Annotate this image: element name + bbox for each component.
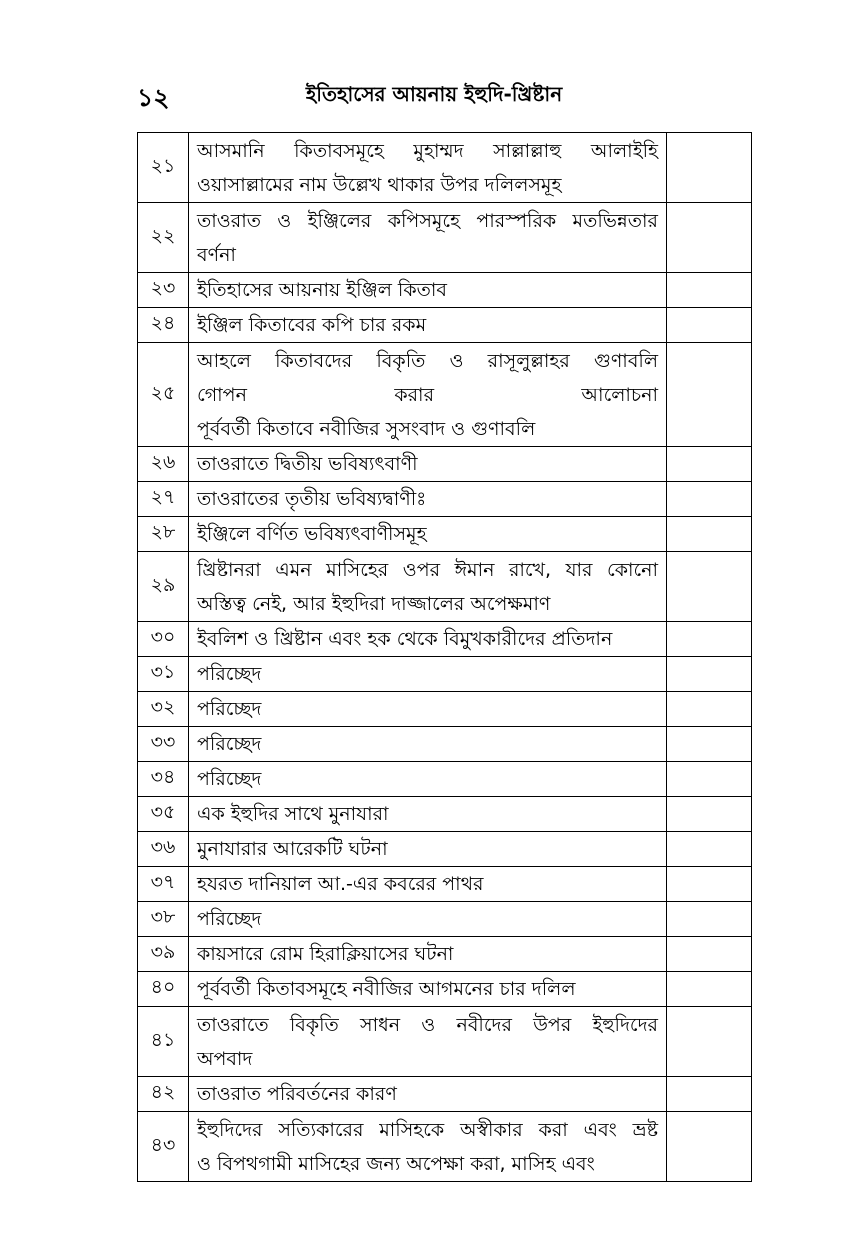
toc-title-line: ইতিহাসের আয়নায় ইঞ্জিল কিতাব — [197, 279, 447, 301]
toc-row-page — [667, 203, 752, 273]
toc-row-title — [189, 762, 667, 797]
toc-title-line: পরিচ্ছেদ — [197, 663, 262, 685]
toc-row-number: ৪১ — [138, 1007, 189, 1077]
toc-title-line: ইঞ্জিলে বর্ণিত ভবিষ্যৎবাণীসমূহ — [197, 523, 427, 545]
toc-row — [138, 1112, 752, 1182]
toc-title-line: ইঞ্জিল কিতাবের কপি চার রকম — [197, 314, 427, 336]
toc-row — [138, 517, 752, 552]
running-title: ইতিহাসের আয়নায় ইহুদি-খ্রিষ্টান — [305, 82, 563, 106]
toc-title-line: পূর্ববর্তী কিতাবে নবীজির সুসংবাদ ও গুণাবলি — [197, 417, 536, 440]
toc-title-line: পরিচ্ছেদ — [197, 908, 262, 930]
toc-row-number: ৩৫ — [138, 797, 189, 832]
toc-row-title — [189, 1112, 667, 1182]
toc-title-line: ও বিপথগামী মাসিহের জন্য অপেক্ষা করা, মাসিহ এবং — [197, 1152, 595, 1175]
toc-row-number: ২৮ — [138, 517, 189, 552]
toc-title-line: তাওরাতের তৃতীয় ভবিষ্যদ্বাণীঃ — [197, 488, 427, 510]
toc-row-number: ২৫ — [138, 343, 189, 447]
toc-row-title — [189, 972, 667, 1007]
toc-title-line: ইহুদিদের সত্যিকারের মাসিহকে অস্বীকার করা এবং ভ্রষ্ট — [197, 1118, 658, 1141]
toc-row-number: ২৯ — [138, 552, 189, 622]
toc-row-title — [189, 692, 667, 727]
toc-row-number: ৩৭ — [138, 867, 189, 902]
toc-title-line: এক ইহুদির সাথে মুনাযারা — [197, 803, 389, 825]
toc-row — [138, 972, 752, 1007]
toc-row-page — [667, 552, 752, 622]
toc-row — [138, 797, 752, 832]
toc-row-title — [189, 832, 667, 867]
toc-row-number: ৪০ — [138, 972, 189, 1007]
toc-row-page — [667, 692, 752, 727]
toc-row-page — [667, 972, 752, 1007]
toc-row-page — [667, 1077, 752, 1112]
toc-row-page — [667, 273, 752, 308]
toc-row-page — [667, 1007, 752, 1077]
toc-row-title — [189, 552, 667, 622]
toc-row-page — [667, 762, 752, 797]
toc-title-line: বর্ণনা — [197, 243, 236, 266]
toc-title-line: আসমানি কিতাবসমূহে মুহাম্মদ সাল্লাল্লাহু আলাইহি — [197, 139, 658, 162]
toc-row-number: ৩৩ — [138, 727, 189, 762]
toc-row — [138, 832, 752, 867]
toc-row-title — [189, 482, 667, 517]
toc-row — [138, 867, 752, 902]
toc-title-line: অপবাদ — [197, 1047, 253, 1070]
toc-row-title — [189, 1007, 667, 1077]
toc-row-title — [189, 447, 667, 482]
toc-title-line: ইবলিশ ও খ্রিষ্টান এবং হক থেকে বিমুখকারীদের প্রতিদান — [197, 628, 613, 650]
toc-row — [138, 203, 752, 273]
toc-title-line: খ্রিষ্টানরা এমন মাসিহের ওপর ঈমান রাখে, যার কোনো — [197, 558, 658, 581]
toc-row-title — [189, 517, 667, 552]
toc-row-number: ৩০ — [138, 622, 189, 657]
toc-row-number: ৩১ — [138, 657, 189, 692]
toc-row — [138, 762, 752, 797]
toc-row — [138, 273, 752, 308]
toc-row-number: ৩৯ — [138, 937, 189, 972]
toc-row-page — [667, 622, 752, 657]
toc-row — [138, 343, 752, 447]
toc-title-line: তাওরাত পরিবর্তনের কারণ — [197, 1083, 397, 1105]
toc-title-line: মুনাযারার আরেকটি ঘটনা — [197, 838, 388, 860]
toc-row-page — [667, 937, 752, 972]
toc-row-page — [667, 867, 752, 902]
toc-row-title — [189, 308, 667, 343]
contents-table-body — [138, 133, 752, 1182]
toc-row — [138, 937, 752, 972]
toc-row — [138, 552, 752, 622]
toc-row-title — [189, 727, 667, 762]
page-number: ১২ — [137, 83, 170, 112]
toc-row — [138, 657, 752, 692]
toc-title-line: তাওরাতে বিকৃতি সাধন ও নবীদের উপর ইহুদিদের — [197, 1013, 658, 1036]
toc-row-number: ৩৮ — [138, 902, 189, 937]
toc-row — [138, 1077, 752, 1112]
toc-row-page — [667, 902, 752, 937]
toc-row-title — [189, 343, 667, 447]
toc-title-line: পরিচ্ছেদ — [197, 733, 262, 755]
toc-row — [138, 622, 752, 657]
toc-row-number: ৩৪ — [138, 762, 189, 797]
toc-row-page — [667, 727, 752, 762]
toc-row-page — [667, 133, 752, 203]
toc-row — [138, 447, 752, 482]
toc-row-title — [189, 937, 667, 972]
toc-title-line: তাওরাতে দ্বিতীয় ভবিষ্যৎবাণী — [197, 453, 418, 475]
toc-row-page — [667, 308, 752, 343]
toc-row-number: ২৭ — [138, 482, 189, 517]
toc-row-page — [667, 447, 752, 482]
toc-title-line: হযরত দানিয়াল আ.-এর কবরের পাথর — [197, 873, 484, 895]
toc-row-page — [667, 657, 752, 692]
toc-title-line: অস্তিত্ব নেই, আর ইহুদিরা দাজ্জালের অপেক্ষমাণ — [197, 592, 551, 615]
toc-row-page — [667, 343, 752, 447]
toc-row — [138, 482, 752, 517]
toc-row-page — [667, 797, 752, 832]
toc-row — [138, 727, 752, 762]
toc-row-number: ৪২ — [138, 1077, 189, 1112]
toc-title-line: পূর্ববর্তী কিতাবসমূহে নবীজির আগমনের চার দলিল — [197, 978, 576, 1000]
toc-row-title — [189, 133, 667, 203]
toc-row-title — [189, 867, 667, 902]
toc-title-line: পরিচ্ছেদ — [197, 698, 262, 720]
toc-title-line: কায়সারে রোম হিরাক্লিয়াসের ঘটনা — [197, 943, 454, 965]
toc-row — [138, 308, 752, 343]
toc-title-line: ওয়াসাল্লামের নাম উল্লেখ থাকার উপর দলিলসমূহ — [197, 173, 562, 196]
toc-row — [138, 902, 752, 937]
toc-row-title — [189, 622, 667, 657]
toc-row — [138, 133, 752, 203]
toc-title-line: তাওরাত ও ইঞ্জিলের কপিসমূহে পারস্পরিক মতভিন্নতার — [197, 209, 658, 232]
toc-row-number: ২৩ — [138, 273, 189, 308]
toc-row-page — [667, 1112, 752, 1182]
toc-row-number: ৩২ — [138, 692, 189, 727]
toc-row-page — [667, 517, 752, 552]
toc-row-title — [189, 1077, 667, 1112]
toc-row-title — [189, 902, 667, 937]
toc-row-title — [189, 797, 667, 832]
toc-row-number: ৩৬ — [138, 832, 189, 867]
toc-title-line: আহলে কিতাবদের বিকৃতি ও রাসূলুল্লাহর গুণাবলি — [197, 349, 658, 372]
toc-title-line: গোপন করার আলোচনা — [197, 383, 658, 406]
toc-row-page — [667, 482, 752, 517]
toc-row-number: ৪৩ — [138, 1112, 189, 1182]
toc-row-title — [189, 657, 667, 692]
toc-row-title — [189, 273, 667, 308]
toc-row-page — [667, 832, 752, 867]
toc-title-line: পরিচ্ছেদ — [197, 768, 262, 790]
toc-row-number: ২৬ — [138, 447, 189, 482]
toc-row-number: ২৪ — [138, 308, 189, 343]
toc-row — [138, 692, 752, 727]
contents-table — [137, 132, 752, 1182]
toc-row-title — [189, 203, 667, 273]
toc-row-number: ২২ — [138, 203, 189, 273]
toc-row-number: ২১ — [138, 133, 189, 203]
toc-row — [138, 1007, 752, 1077]
